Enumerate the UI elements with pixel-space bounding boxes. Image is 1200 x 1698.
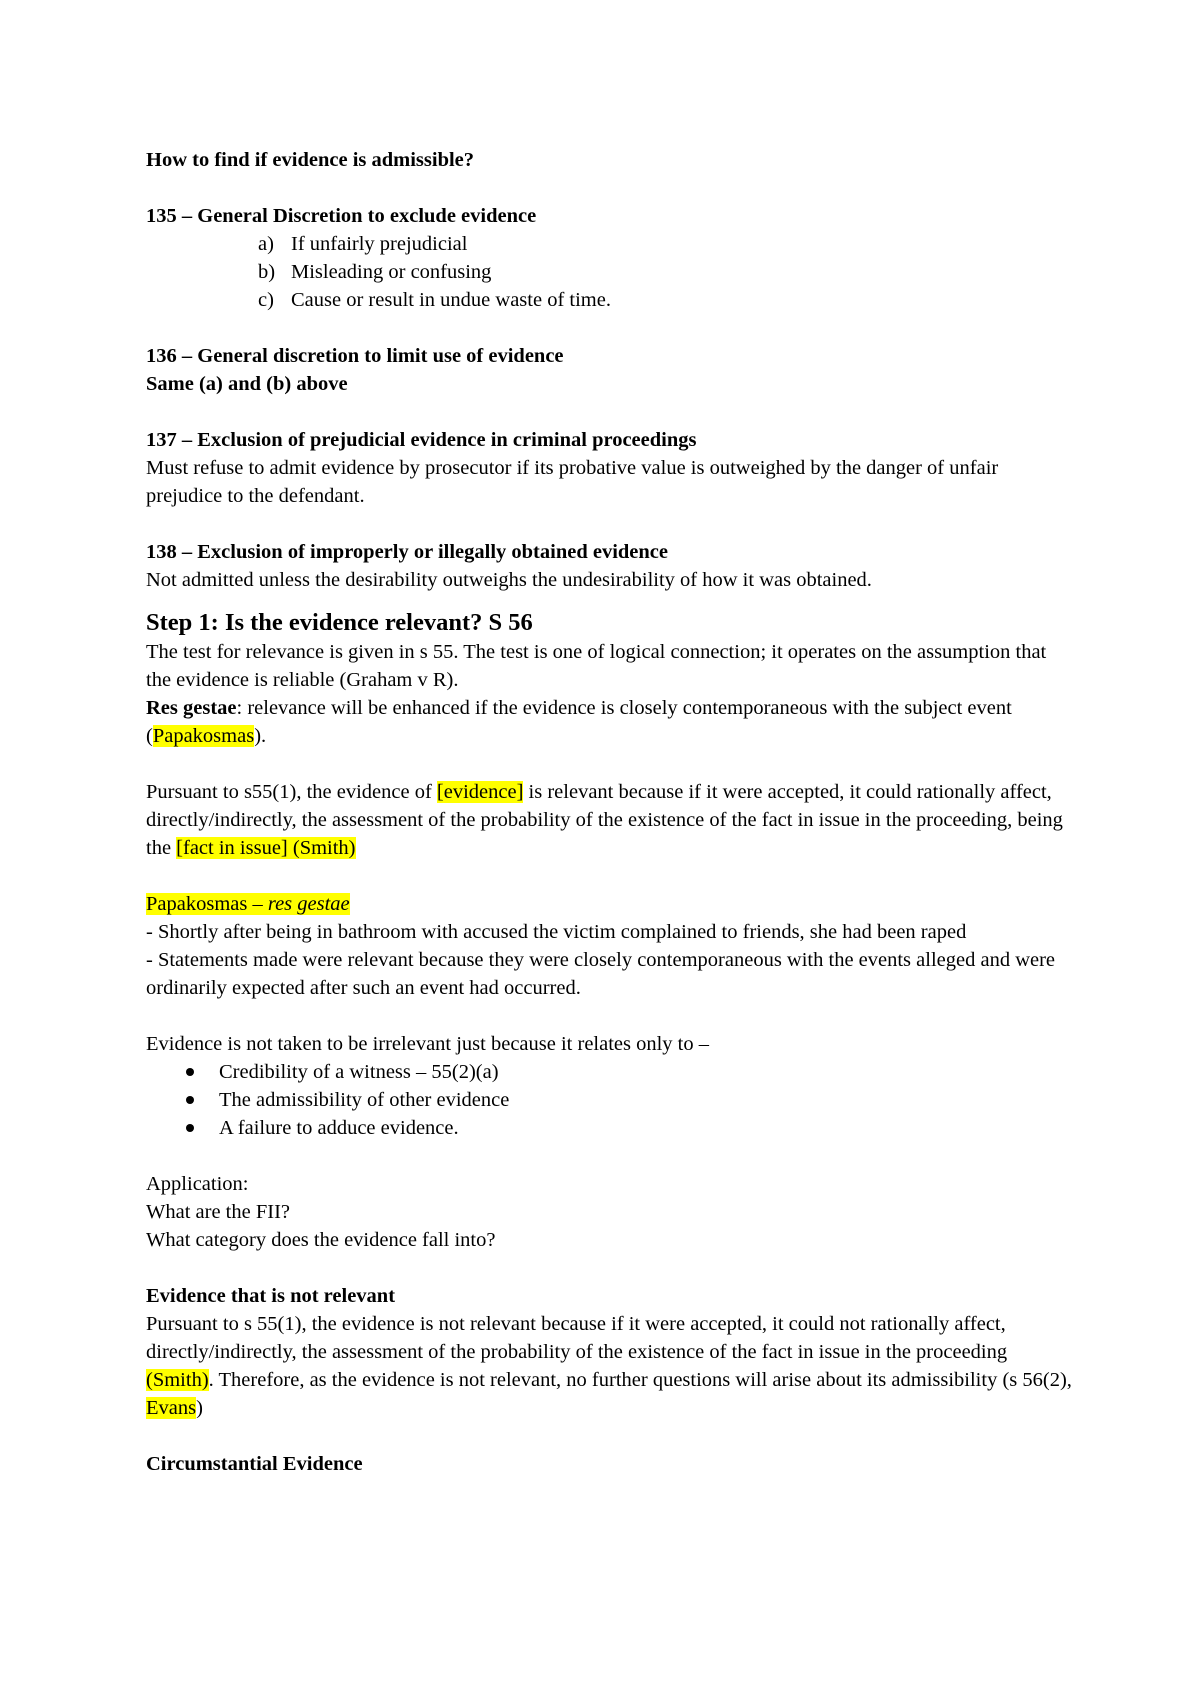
step-1-heading: Step 1: Is the evidence relevant? S 56 [146, 609, 533, 636]
list-item-text: Cause or result in undue waste of time. [291, 289, 611, 311]
section-137-body: Must refuse to admit evidence by prosecutor if its probative value is outweighed by the danger of unfair prejudice to the defendant. [146, 457, 999, 507]
section-136-subheading: Same (a) and (b) above [146, 373, 348, 395]
list-marker: a) [258, 233, 274, 255]
papakosmas-dash: – [247, 893, 268, 915]
list-item-text: If unfairly prejudicial [291, 233, 468, 255]
document-page [146, 146, 1076, 1478]
list-item [146, 1086, 1076, 1114]
case-papakosmas-highlight: Papakosmas [152, 725, 255, 747]
circumstantial-heading: Circumstantial Evidence [146, 1453, 363, 1475]
papakosmas-case-highlight [146, 893, 350, 915]
not-irrelevant-intro: Evidence is not taken to be irrelevant just because it relates only to – [146, 1033, 709, 1055]
section-137-heading: 137 – Exclusion of prejudicial evidence in criminal proceedings [146, 429, 697, 451]
relevance-test-text: The test for relevance is given in s 55. The test is one of logical connection; it operates on the assumption that the evidence is reliable (Graham v R). [146, 641, 1047, 691]
list-item [146, 1058, 1076, 1086]
document-title: How to find if evidence is admissible? [146, 149, 475, 171]
fact-in-issue-highlight: [fact in issue] (Smith) [176, 837, 356, 859]
list-item-text: Misleading or confusing [291, 261, 492, 283]
list-item [146, 286, 1076, 314]
list-item [146, 258, 1076, 286]
list-item-text: The admissibility of other evidence [219, 1089, 510, 1111]
not-relevant-paragraph [146, 1310, 1076, 1422]
list-item [146, 230, 1076, 258]
list-item [146, 1114, 1076, 1142]
bullet-icon [186, 1068, 194, 1076]
smith-highlight: (Smith) [146, 1369, 209, 1391]
res-gestae-paragraph [146, 694, 1076, 750]
evans-highlight: Evans [146, 1397, 197, 1419]
pursuant-paragraph [146, 778, 1076, 862]
not-relevant-text-3: ) [196, 1397, 203, 1419]
pursuant-text-2: is relevant because if it were accepted, it could rationally affect, directly/indirectly, the assessment of the probability of the existence of the fact in issue in the proceeding, being the [146, 781, 1063, 859]
section-138-body: Not admitted unless the desirability outweighs the undesirability of how it was obtained. [146, 569, 872, 591]
application-question-2: What category does the evidence fall into? [146, 1229, 496, 1251]
res-gestae-end: ). [254, 725, 267, 747]
not-relevant-heading: Evidence that is not relevant [146, 1285, 396, 1307]
papakosmas-case-name: Papakosmas [146, 893, 248, 915]
not-irrelevant-list [146, 1058, 1076, 1142]
res-gestae-text: : relevance will be enhanced if the evidence is closely contemporaneous with the subject event ( [146, 697, 1012, 747]
list-marker: c) [258, 289, 274, 311]
res-gestae-label: Res gestae [146, 697, 237, 719]
papakosmas-heading [146, 890, 1076, 918]
not-relevant-text-1: Pursuant to s 55(1), the evidence is not relevant because if it were accepted, it could not rationally affect, directly/indirectly, the assessment of the probability of the existence of the fact in issue in the proceeding [146, 1313, 1008, 1363]
not-relevant-text-2: . Therefore, as the evidence is not relevant, no further questions will arise about its admissibility (s 56(2), [208, 1369, 1072, 1391]
section-136-heading: 136 – General discretion to limit use of evidence [146, 345, 564, 367]
bullet-icon [186, 1124, 194, 1132]
list-item-text: Credibility of a witness – 55(2)(a) [219, 1061, 499, 1083]
bullet-icon [186, 1096, 194, 1104]
list-marker: b) [258, 261, 276, 283]
papakosmas-point-1: - Shortly after being in bathroom with accused the victim complained to friends, she had been raped [146, 921, 967, 943]
application-label: Application: [146, 1173, 249, 1195]
pursuant-text-1: Pursuant to s55(1), the evidence of [146, 781, 437, 803]
section-138-heading: 138 – Exclusion of improperly or illegally obtained evidence [146, 541, 668, 563]
section-135-list [146, 230, 1076, 314]
list-item-text: A failure to adduce evidence. [219, 1117, 459, 1139]
papakosmas-point-2: - Statements made were relevant because they were closely contemporaneous with the events alleged and were ordinarily expected after such an event had occurred. [146, 949, 1056, 999]
evidence-placeholder-highlight: [evidence] [436, 781, 524, 803]
section-135-heading: 135 – General Discretion to exclude evidence [146, 205, 537, 227]
papakosmas-label: res gestae [267, 893, 350, 915]
application-question-1: What are the FII? [146, 1201, 290, 1223]
